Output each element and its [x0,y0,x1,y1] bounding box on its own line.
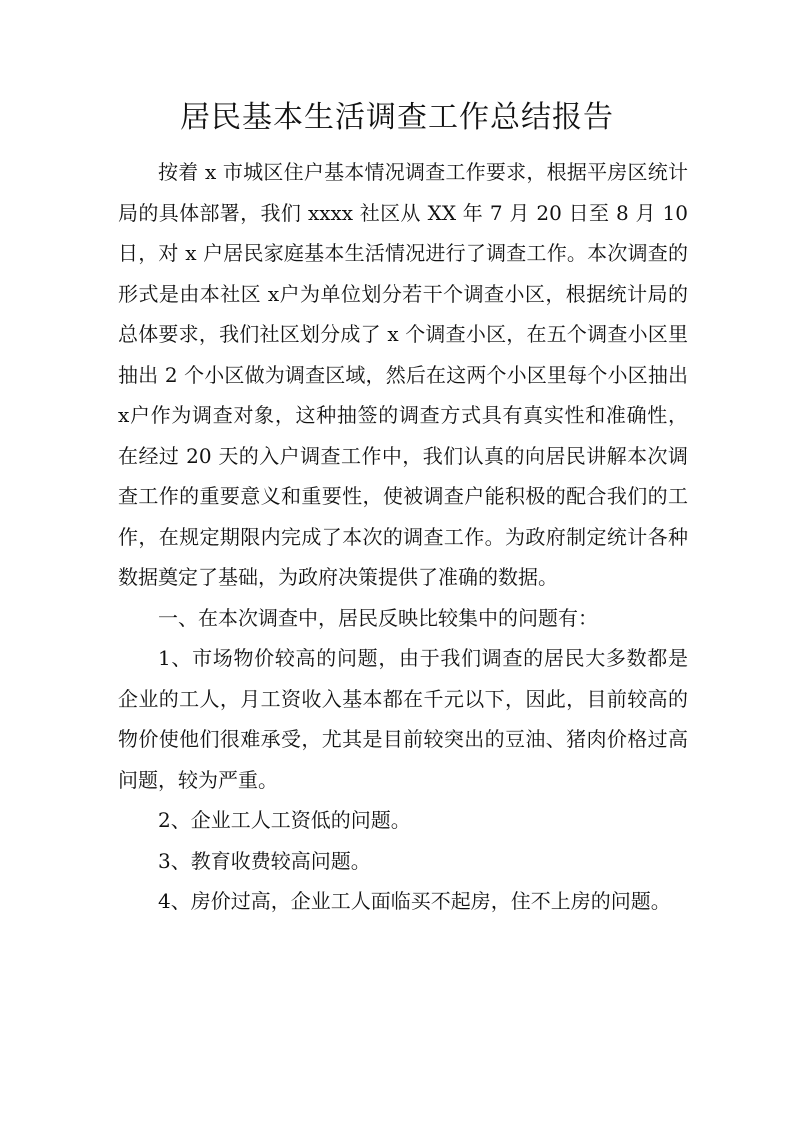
paragraph-item-2: 2、企业工人工资低的问题。 [158,808,411,832]
document-title: 居民基本生活调查工作总结报告 [180,100,614,135]
paragraph-intro: 按着 x 市城区住户基本情况调查工作要求，根据平房区统计局的具体部署，我们 xxxx 社区从 XX 年 7 月 20 日至 8 月 10 日，对 x 户居民家庭基本生活情况进行了调查工作。本次调查的形式是由本社区 x户为单位划分若干个调查小区，根据统计局的总体要求，我们社区划分成了 x 个调查小区，在五个调查小区里抽出 2 个小区做为调查区域，然后在这两个小区里每个小区抽出 x户作为调查对象，这种抽签的调查方式具有真实性和准确性，在经过 20 天的入户调查工作中，我们认真的向居民讲解本次调查工作的重要意义和重要性，使被调查户能积极的配合我们的工作，在规定期限内完成了本次的调查工作。为政府制定统计各种数据奠定了基础，为政府决策提供了准确的数据。 [118,160,688,589]
paragraph-item-3: 3、教育收费较高问题。 [158,848,371,873]
paragraph-item-4: 4、房价过高，企业工人面临买不起房，住不上房的问题。 [158,889,671,913]
document-body [118,152,688,922]
paragraph-item-1: 1、市场物价较高的问题，由于我们调查的居民大多数都是企业的工人，月工资收入基本都在千元以下，因此，目前较高的物价使他们很难承受，尤其是目前较突出的豆油、猪肉价格过高问题，较为严重。 [118,646,688,792]
paragraph-section-heading: 一、在本次调查中，居民反映比较集中的问题有： [158,605,598,630]
